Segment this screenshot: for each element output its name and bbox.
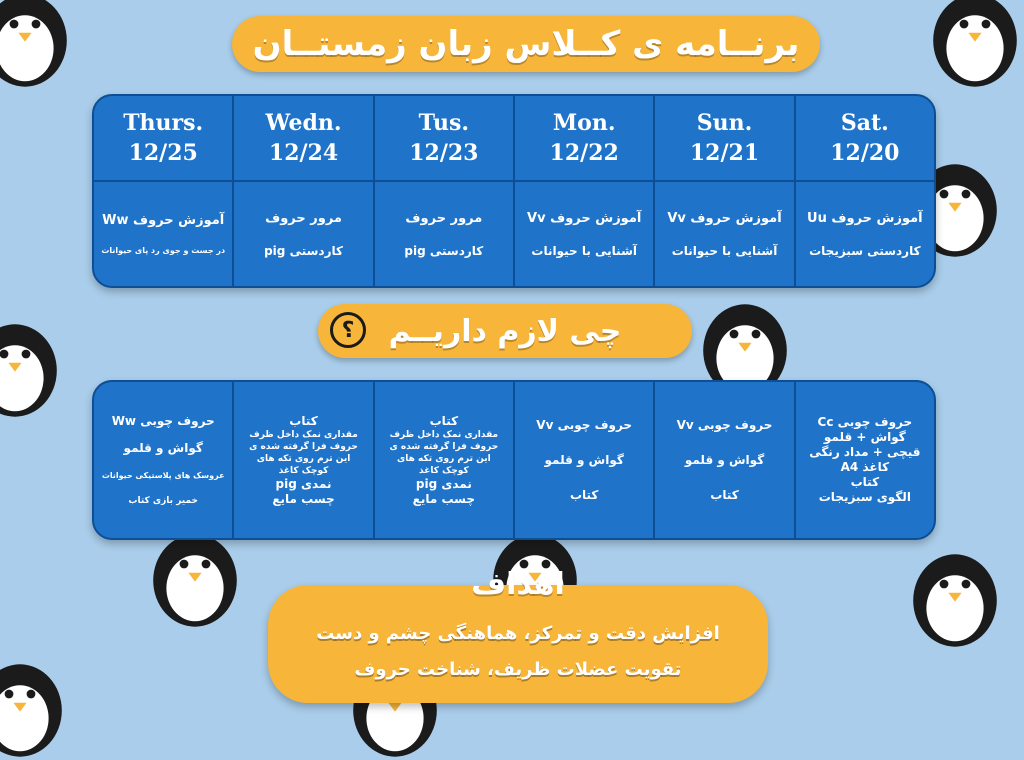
needs-table [92,380,936,540]
activity-line: در جست و جوی رد پای حیوانات [101,246,226,255]
need-item: حروف چوبی Ww [111,413,215,428]
need-item: چسب مایع [412,491,476,506]
needs-title-text: چی لازم داریــم [388,313,622,349]
day-name: Wedn. [265,110,342,136]
activity-line: آموزش حروف Vv [667,210,782,226]
day-activities [655,182,793,286]
penguin-icon [0,650,75,760]
day-header [94,96,232,182]
need-item: خمیر بازی کتاب [128,495,198,506]
activity-line: آموزش حروف Uu [807,210,923,226]
day-activities [515,182,653,286]
day-name: Tus. [418,110,470,136]
day-date: 12/25 [128,140,198,166]
day-header [234,96,372,182]
day-date: 12/21 [689,140,760,166]
schedule-column [794,96,934,286]
activity-line: مرور حروف [265,210,342,226]
schedule-column [653,96,793,286]
schedule-table [92,94,936,288]
day-date: 12/22 [549,140,619,166]
need-item: کتاب [289,413,318,428]
needs-cell [653,382,793,538]
needs-title [318,304,692,358]
need-item: گواش و قلمو [123,440,203,455]
need-item: حروف فرا گرفته شده ی [249,441,358,452]
activity-line: کاردستی سبزیجات [809,243,921,258]
need-item: کوچک کاغذ [419,465,469,476]
day-activities [94,182,232,286]
activity-line: آشنایی با حیوانات [531,243,637,258]
day-header [796,96,934,182]
goal-line: افزایش دقت و تمرکز، هماهنگی چشم و دست [316,623,720,644]
activity-line: آموزش حروف Ww [102,213,225,228]
day-name: Sat. [840,110,889,136]
day-activities [234,182,372,286]
schedule-column [513,96,653,286]
day-header [655,96,793,182]
day-name: Thurs. [123,110,204,136]
needs-cell [513,382,653,538]
need-item: حروف فرا گرفته شده ی [389,441,499,452]
need-item: حروف چوبی Vv [536,417,633,432]
needs-cell [373,382,513,538]
day-name: Sun. [696,110,753,136]
need-item: کتاب [569,487,599,502]
page-title [232,16,820,72]
need-item: چسب مایع [272,491,335,506]
day-name: Mon. [552,110,616,136]
goals-box [268,567,768,703]
schedule-column [373,96,513,286]
need-item: الگوی سبزیجات [818,490,911,504]
penguin-icon [900,540,1010,650]
penguin-icon [0,310,70,420]
day-date: 12/20 [830,140,900,166]
need-item: کوچک کاغذ [278,465,329,476]
day-header [515,96,653,182]
need-item: کتاب [429,413,459,428]
need-item: قیچی + مداد رنگی [809,445,921,459]
penguin-icon [920,0,1024,90]
day-date: 12/24 [268,140,339,166]
activity-line: کاردستی pig [264,243,343,258]
day-activities [796,182,934,286]
need-item: حروف چوبی Cc [817,415,913,429]
activity-line: مرور حروف [405,210,483,226]
page-title-text: برنــامه ی کــلاس زبان زمستــان [252,24,800,64]
activity-line: آموزش حروف Vv [527,210,642,226]
schedule-column [232,96,372,286]
need-item: نمدی pig [275,476,332,491]
goals-title: اهداف [471,567,565,602]
needs-cell [94,382,232,538]
need-item: عروسک های پلاستیکی حیوانات [101,470,225,480]
need-item: نمدی pig [415,476,472,491]
need-item: کتاب [850,475,880,489]
question-mark-icon: ؟ [330,312,366,348]
activity-line: آشنایی با حیوانات [671,243,778,258]
need-item: کاغذ A4 [840,460,890,474]
need-item: این ترم روی تکه های [256,453,351,464]
day-header [375,96,513,182]
schedule-column [94,96,232,286]
need-item: گواش و قلمو [544,452,624,467]
need-item: کتاب [710,487,739,502]
need-item: مقداری نمک داخل ظرف [249,429,358,440]
need-item: حروف چوبی Vv [676,417,773,432]
need-item: گواش + قلمو [823,430,906,444]
day-activities [375,182,513,286]
needs-cell [232,382,372,538]
need-item: این ترم روی تکه های [397,453,491,464]
activity-line: کاردستی pig [404,243,484,258]
needs-cell [794,382,934,538]
goal-line: تقویت عضلات ظریف، شناخت حروف [354,659,682,680]
penguin-icon [0,0,80,90]
day-date: 12/23 [409,140,479,166]
need-item: گواش و قلمو [684,452,765,467]
need-item: مقداری نمک داخل ظرف [389,429,499,440]
